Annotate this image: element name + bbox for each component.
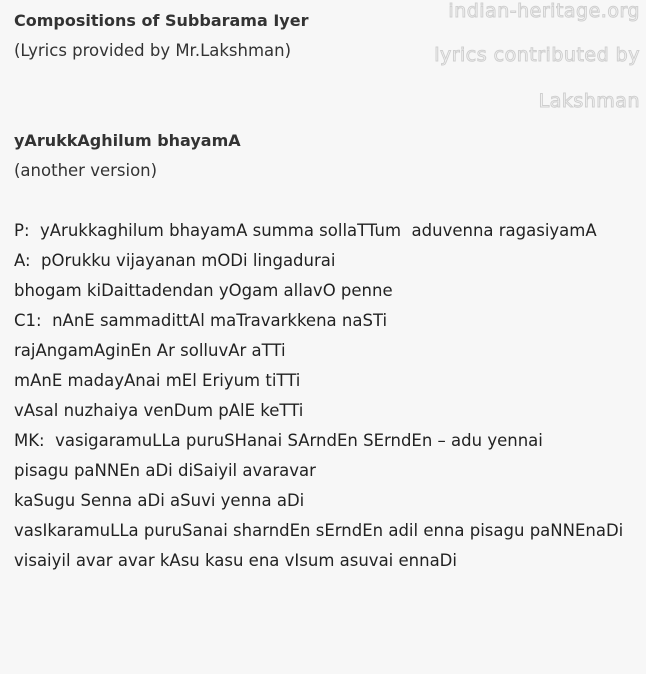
song-note: (another version) bbox=[14, 161, 158, 180]
page-title: Compositions of Subbarama Iyer bbox=[14, 11, 309, 30]
lyric-line: bhogam kiDaittadendan yOgam allavO penne bbox=[14, 281, 393, 300]
lyric-line: mAnE madayAnai mEl Eriyum tiTTi bbox=[14, 371, 301, 390]
lyric-line: vasIkaramuLLa puruSanai sharndEn sErndEn adil enna pisagu paNNEnaDi bbox=[14, 521, 624, 540]
lyric-line: vAsal nuzhaiya venDum pAlE keTTi bbox=[14, 401, 304, 420]
lyric-line: kaSugu Senna aDi aSuvi yenna aDi bbox=[14, 491, 305, 510]
lyric-line: rajAngamAginEn Ar solluvAr aTTi bbox=[14, 341, 286, 360]
lyric-line: MK: vasigaramuLLa puruSHanai SArndEn SErndEn – adu yennai bbox=[14, 431, 543, 450]
watermark-contributed-by: lyrics contributed by bbox=[434, 44, 640, 66]
lyric-line: P: yArukkaghilum bhayamA summa sollaTTum aduvenna ragasiyamA bbox=[14, 221, 597, 240]
page-subtitle: (Lyrics provided by Mr.Lakshman) bbox=[14, 41, 292, 60]
lyric-line: A: pOrukku vijayanan mODi lingadurai bbox=[14, 251, 336, 270]
song-title: yArukkAghilum bhayamA bbox=[14, 131, 241, 150]
watermark-site: indian-heritage.org bbox=[448, 0, 640, 22]
watermark-contributor: Lakshman bbox=[538, 90, 640, 112]
lyrics-block bbox=[14, 216, 636, 576]
page-content bbox=[14, 6, 636, 576]
lyric-line: C1: nAnE sammadittAl maTravarkkena naSTi bbox=[14, 311, 388, 330]
lyric-line: pisagu paNNEn aDi diSaiyil avaravar bbox=[14, 461, 316, 480]
lyric-line: visaiyil avar avar kAsu kasu ena vIsum asuvai ennaDi bbox=[14, 551, 457, 570]
